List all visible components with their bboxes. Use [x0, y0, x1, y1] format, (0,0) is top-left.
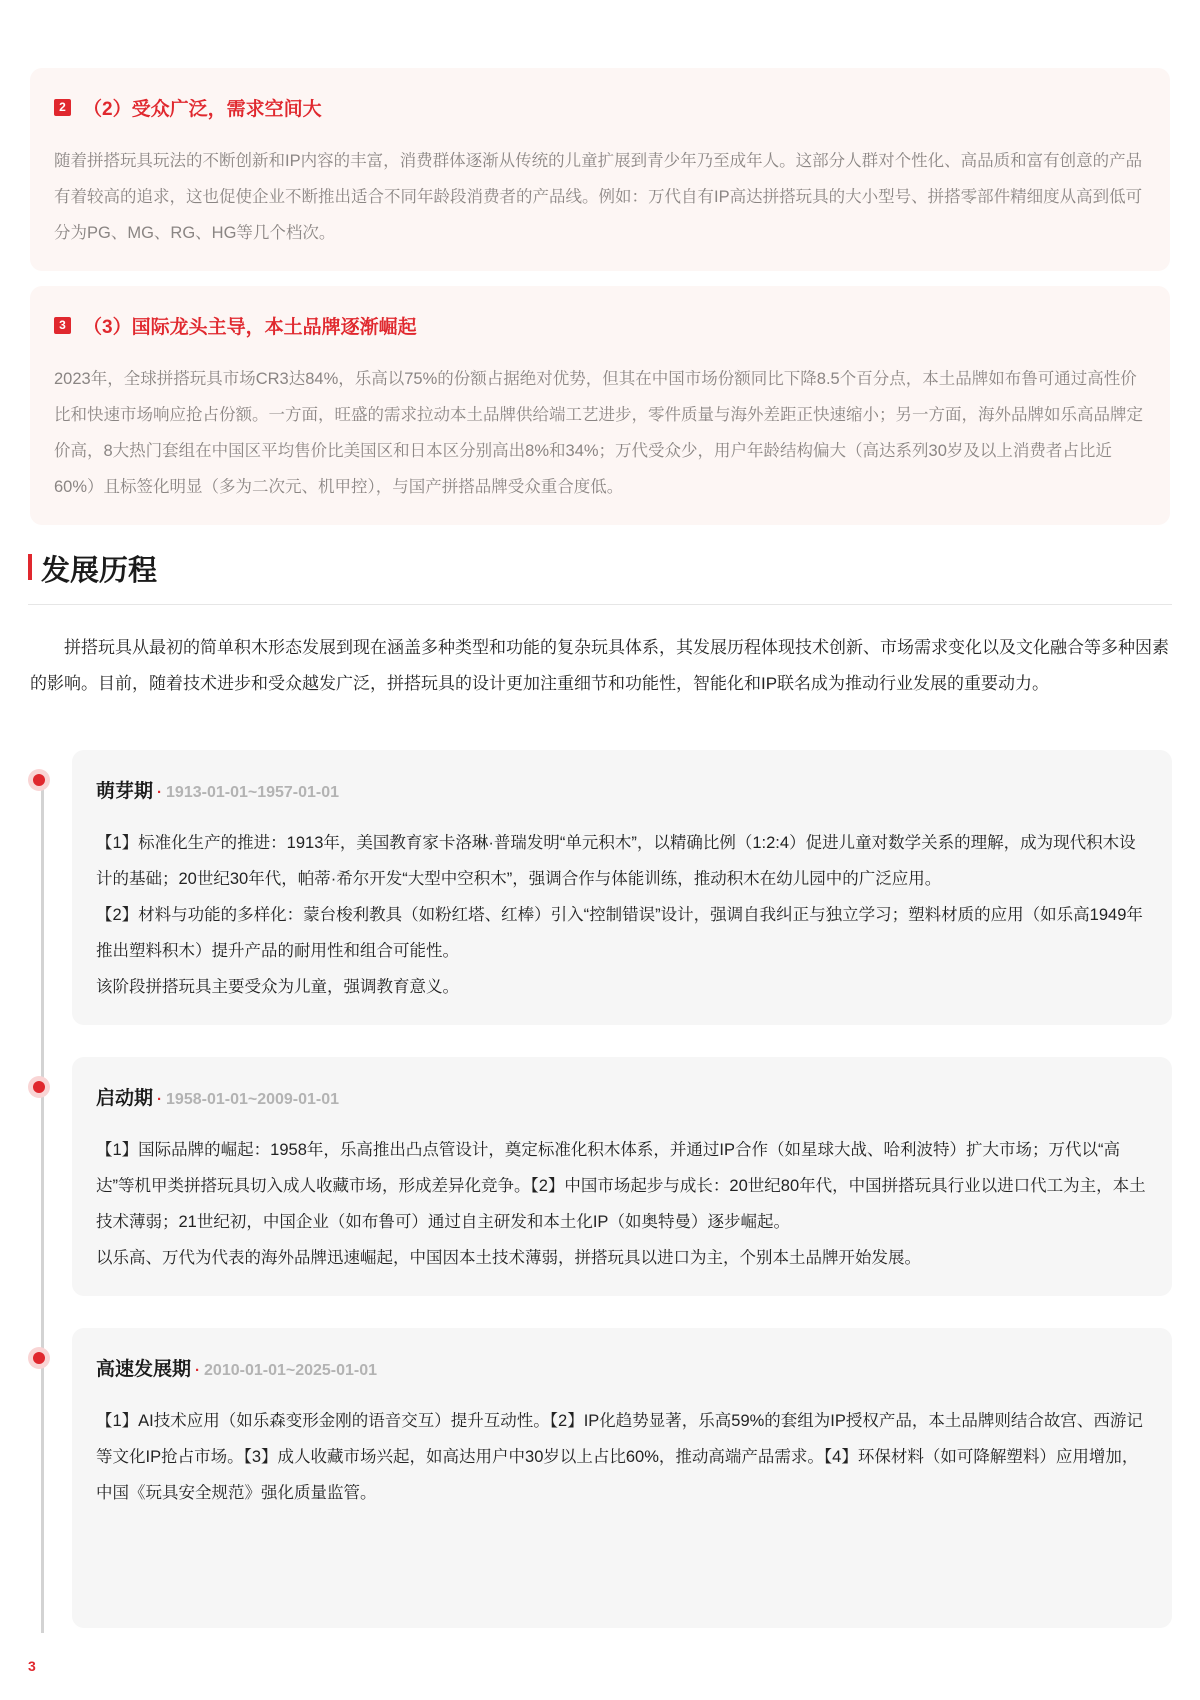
timeline-item-rapid-growth [72, 1328, 1172, 1628]
timeline-dot [33, 774, 45, 786]
timeline-date-range: 2010-01-01~2025-01-01 [204, 1362, 378, 1379]
timeline-paragraph: 该阶段拼搭玩具主要受众为儿童，强调教育意义。 [96, 978, 459, 996]
timeline-phase-name: 启动期 [96, 1088, 154, 1109]
card-body: 随着拼搭玩具玩法的不断创新和IP内容的丰富，消费群体逐渐从传统的儿童扩展到青少年乃至成年人。这部分人群对个性化、高品质和富有创意的产品有着较高的追求，这也促使企业不断推出适合不同年龄段消费者的产品线。例如：万代自有IP高达拼搭玩具的大小型号、拼搭零部件精细度从高到低可分为PG、MG、RG、HG等几个档次。 [54, 152, 1143, 242]
section-title: 发展历程 [41, 555, 158, 587]
timeline-body [96, 1132, 1148, 1276]
timeline-dot [33, 1081, 45, 1093]
timeline-item-sprout [72, 750, 1172, 1025]
section-intro: 拼搭玩具从最初的简单积木形态发展到现在涵盖多种类型和功能的复杂玩具体系，其发展历程体现技术创新、市场需求变化以及文化融合等多种因素的影响。目前，随着技术进步和受众越发广泛，拼搭玩具的设计更加注重细节和功能性，智能化和IP联名成为推动行业发展的重要动力。 [30, 638, 1169, 693]
feature-card-2 [30, 68, 1170, 271]
timeline-separator: · [157, 1091, 163, 1108]
timeline-separator: · [157, 784, 163, 801]
number-badge: 2 [54, 99, 71, 116]
section-accent-bar [28, 554, 32, 580]
feature-card-3 [30, 286, 1170, 525]
card-header [54, 312, 1146, 339]
card-title: （2）受众广泛，需求空间大 [83, 99, 322, 120]
timeline-paragraph: 【1】标准化生产的推进：1913年，美国教育家卡洛琳·普瑞发明“单元积木”，以精确比例（1:2:4）促进儿童对数学关系的理解，成为现代积木设计的基础；20世纪30年代，帕蒂·希尔开发“大型中空积木”，强调合作与体能训练，推动积木在幼儿园中的广泛应用。 [96, 834, 1136, 888]
timeline-separator: · [195, 1362, 201, 1379]
timeline-paragraph: 【1】国际品牌的崛起：1958年，乐高推出凸点管设计，奠定标准化积木体系，并通过IP合作（如星球大战、哈利波特）扩大市场；万代以“高达”等机甲类拼搭玩具切入成人收藏市场，形成差异化竞争。【2】中国市场起步与成长：20世纪80年代，中国拼搭玩具行业以进口代工为主，本土技术薄弱；21世纪初，中国企业（如布鲁可）通过自主研发和本土化IP（如奥特曼）逐步崛起。 [96, 1141, 1146, 1231]
timeline-phase-name: 高速发展期 [96, 1359, 192, 1380]
timeline-paragraph: 以乐高、万代为代表的海外品牌迅速崛起，中国因本土技术薄弱，拼搭玩具以进口为主，个别本土品牌开始发展。 [96, 1249, 921, 1267]
timeline-body [96, 1403, 1148, 1511]
timeline-date-range: 1958-01-01~2009-01-01 [166, 1091, 340, 1108]
timeline-header [96, 776, 1148, 803]
timeline-body [96, 825, 1148, 1005]
number-badge: 3 [54, 317, 71, 334]
card-header [54, 94, 1146, 121]
timeline-date-range: 1913-01-01~1957-01-01 [166, 784, 340, 801]
timeline-dot [33, 1352, 45, 1364]
page-number: 3 [28, 1658, 36, 1674]
timeline-paragraph: 【2】材料与功能的多样化：蒙台梭利教具（如粉红塔、红棒）引入“控制错误”设计，强调自我纠正与独立学习；塑料材质的应用（如乐高1949年推出塑料积木）提升产品的耐用性和组合可能性。 [96, 906, 1143, 960]
timeline-line [41, 783, 44, 1633]
section-heading [28, 548, 1172, 605]
timeline-header [96, 1083, 1148, 1110]
card-title: （3）国际龙头主导，本土品牌逐渐崛起 [83, 317, 417, 338]
timeline-item-startup [72, 1057, 1172, 1296]
card-body: 2023年，全球拼搭玩具市场CR3达84%，乐高以75%的份额占据绝对优势，但其在中国市场份额同比下降8.5个百分点，本土品牌如布鲁可通过高性价比和快速市场响应抢占份额。一方面，旺盛的需求拉动本土品牌供给端工艺进步，零件质量与海外差距正快速缩小；另一方面，海外品牌如乐高品牌定价高，8大热门套组在中国区平均售价比美国区和日本区分别高出8%和34%；万代受众少，用户年龄结构偏大（高达系列30岁及以上消费者占比近60%）且标签化明显（多为二次元、机甲控），与国产拼搭品牌受众重合度低。 [54, 370, 1143, 496]
timeline-phase-name: 萌芽期 [96, 781, 154, 802]
timeline-paragraph: 【1】AI技术应用（如乐森变形金刚的语音交互）提升互动性。【2】IP化趋势显著，乐高59%的套组为IP授权产品，本土品牌则结合故宫、西游记等文化IP抢占市场。【3】成人收藏市场兴起，如高达用户中30岁以上占比60%，推动高端产品需求。【4】环保材料（如可降解塑料）应用增加，中国《玩具安全规范》强化质量监管。 [96, 1412, 1143, 1502]
timeline-header [96, 1354, 1148, 1381]
